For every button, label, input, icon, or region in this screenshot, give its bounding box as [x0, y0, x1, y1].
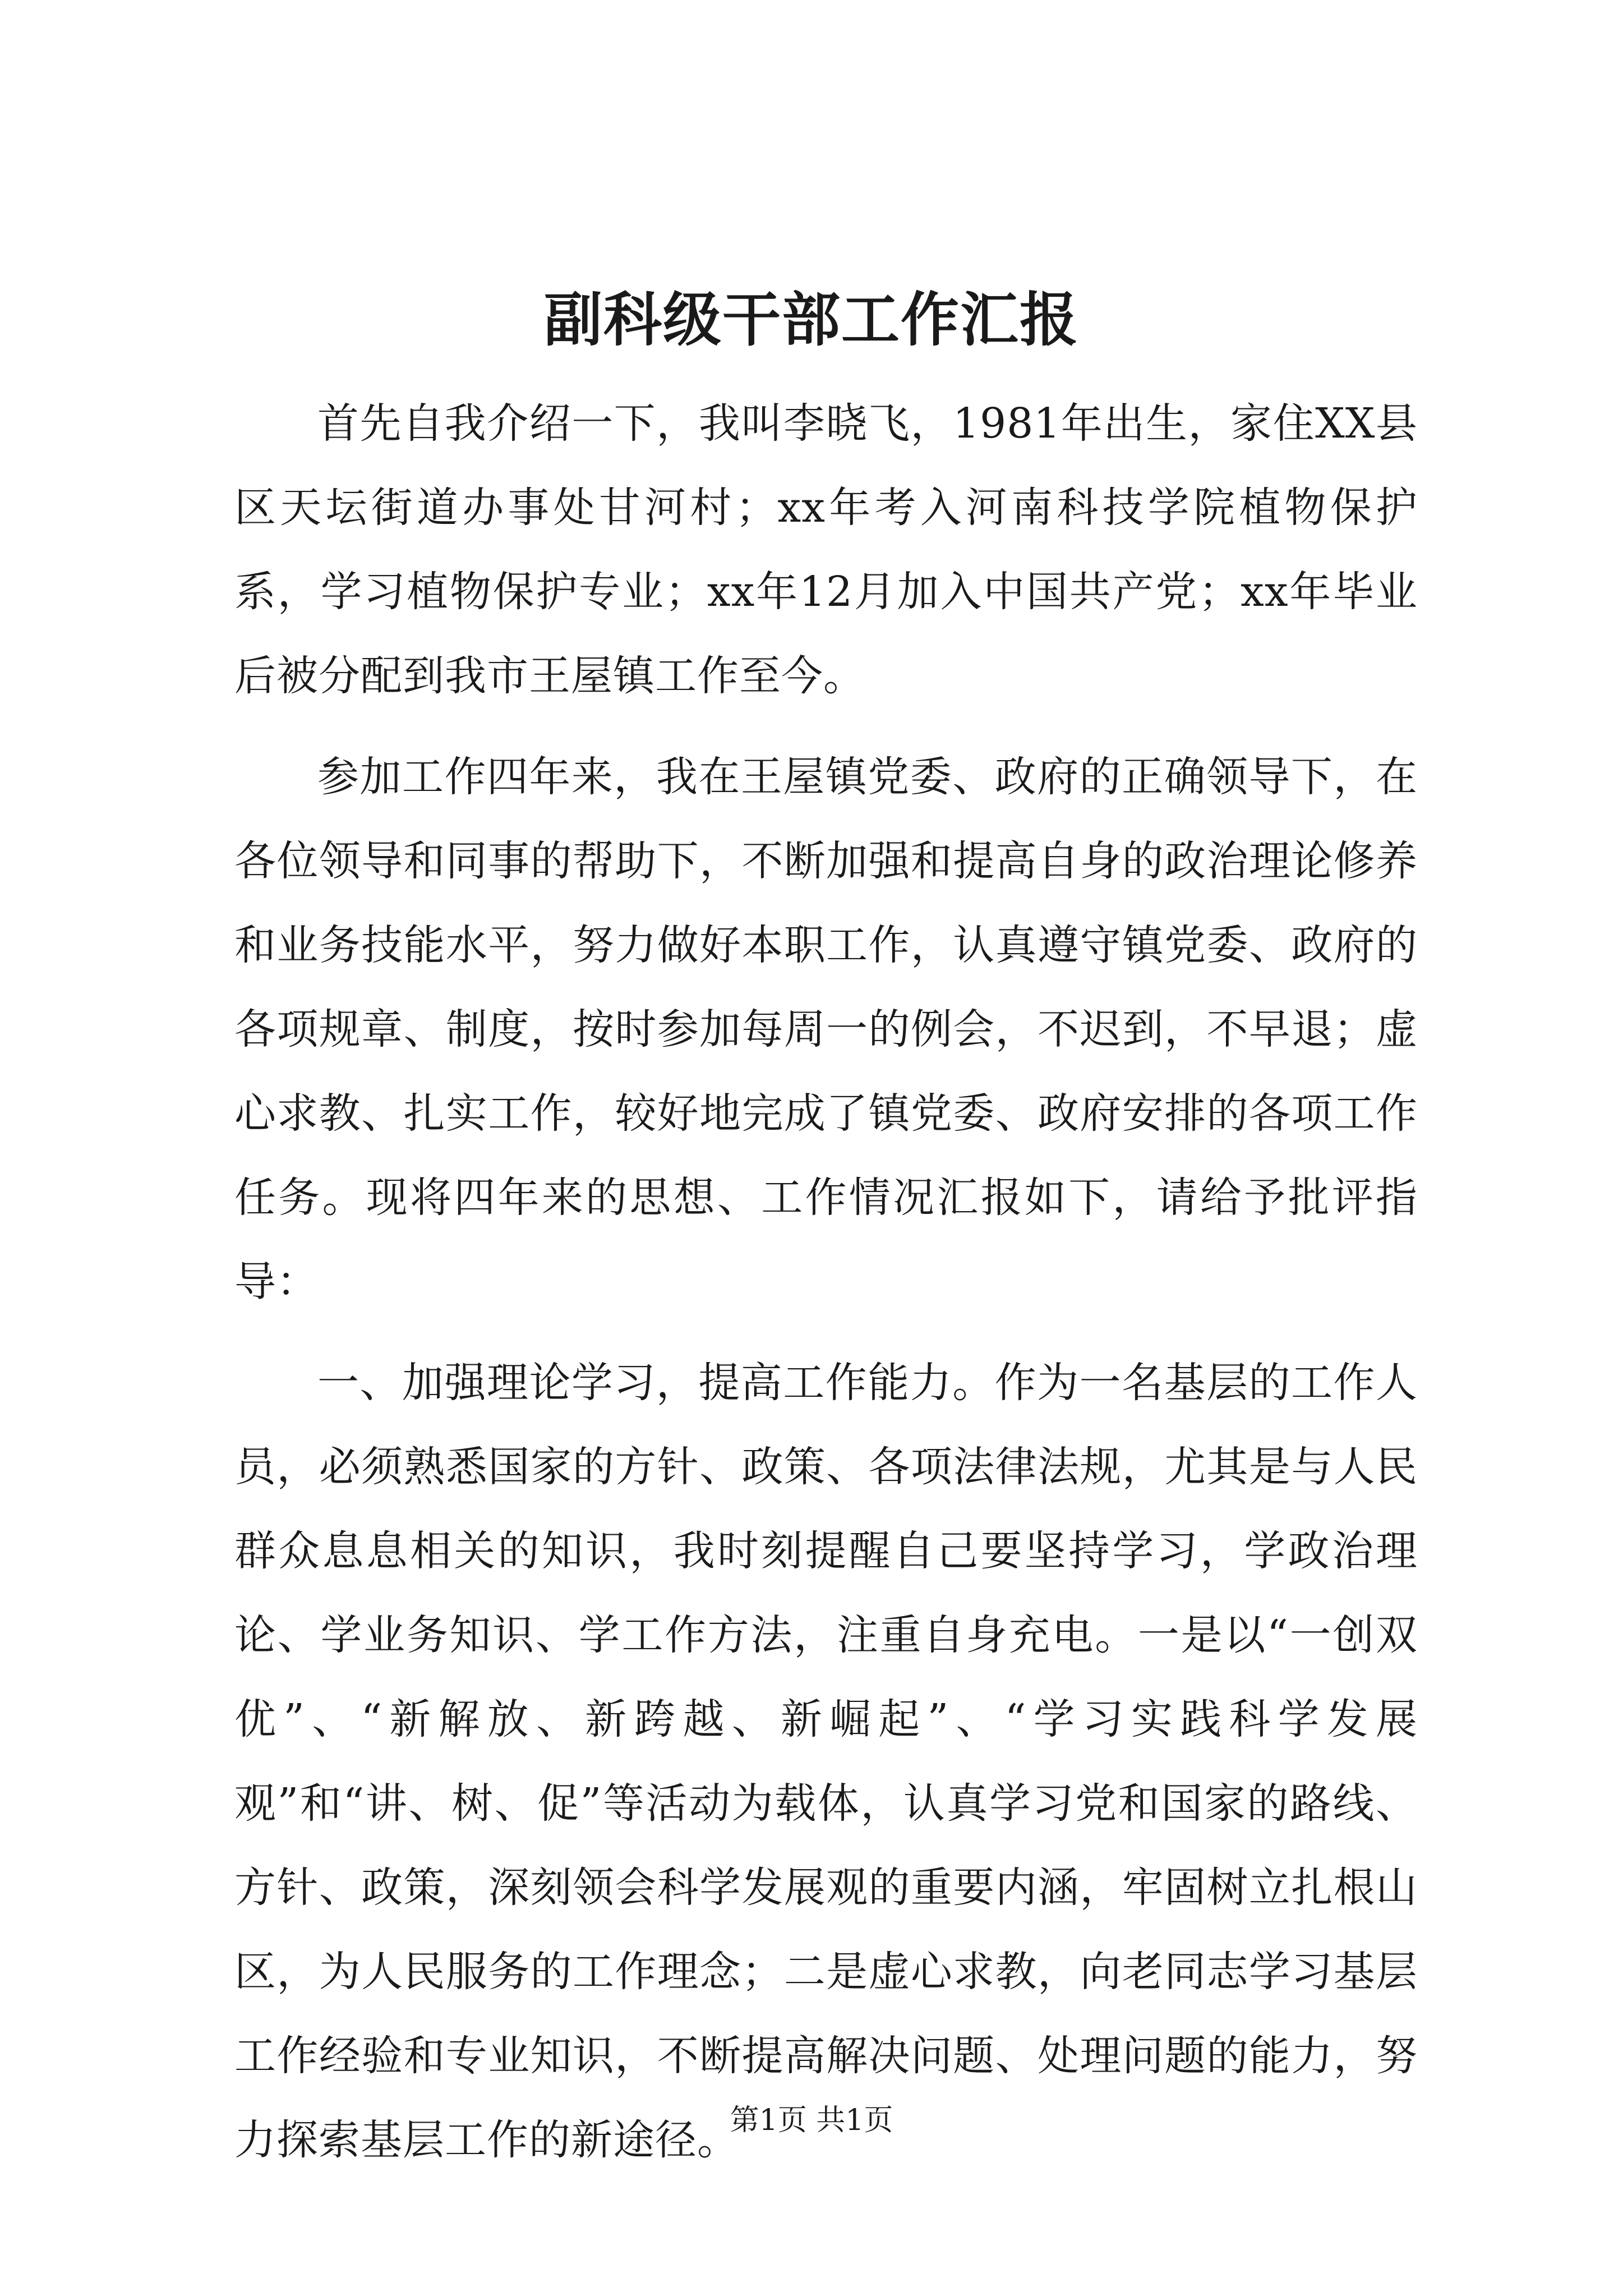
- paragraph-work-overview: 参加工作四年来，我在王屋镇党委、政府的正确领导下，在各位领导和同事的帮助下，不断加强和提高自身的政治理论修养和业务技能水平，努力做好本职工作，认真遵守镇党委、政府的各项规章、制度，按时参加每周一的例会，不迟到，不早退；虚心求教、扎实工作，较好地完成了镇党委、政府安排的各项工作任务。现将四年来的思想、工作情况汇报如下，请给予批评指导：: [234, 753, 1418, 1306]
- page-number-footer: 第1页 共1页: [730, 2104, 893, 2137]
- paragraph-self-introduction: 首先自我介绍一下，我叫李晓飞，1981年出生，家住XX县区天坛街道办事处甘河村；xx年考入河南科技学院植物保护系，学习植物保护专业；xx年12月加入中国共产党；xx年毕业后被分配到我市王屋镇工作至今。: [234, 399, 1418, 700]
- document-title: 副科级干部工作汇报: [543, 285, 1079, 354]
- paragraph-theory-study: 一、加强理论学习，提高工作能力。作为一名基层的工作人员，必须熟悉国家的方针、政策、各项法律法规，尤其是与人民群众息息相关的知识，我时刻提醒自己要坚持学习，学政治理论、学业务知识、学工作方法，注重自身充电。一是以“一创双优”、“新解放、新跨越、新崛起”、“学习实践科学发展观”和“讲、树、促”等活动为载体，认真学习党和国家的路线、方针、政策，深刻领会科学发展观的重要内涵，牢固树立扎根山区，为人民服务的工作理念；二是虚心求教，向老同志学习基层工作经验和专业知识，不断提高解决问题、处理问题的能力，努力探索基层工作的新途径。: [234, 1359, 1418, 2164]
- document-body: [234, 381, 1418, 2199]
